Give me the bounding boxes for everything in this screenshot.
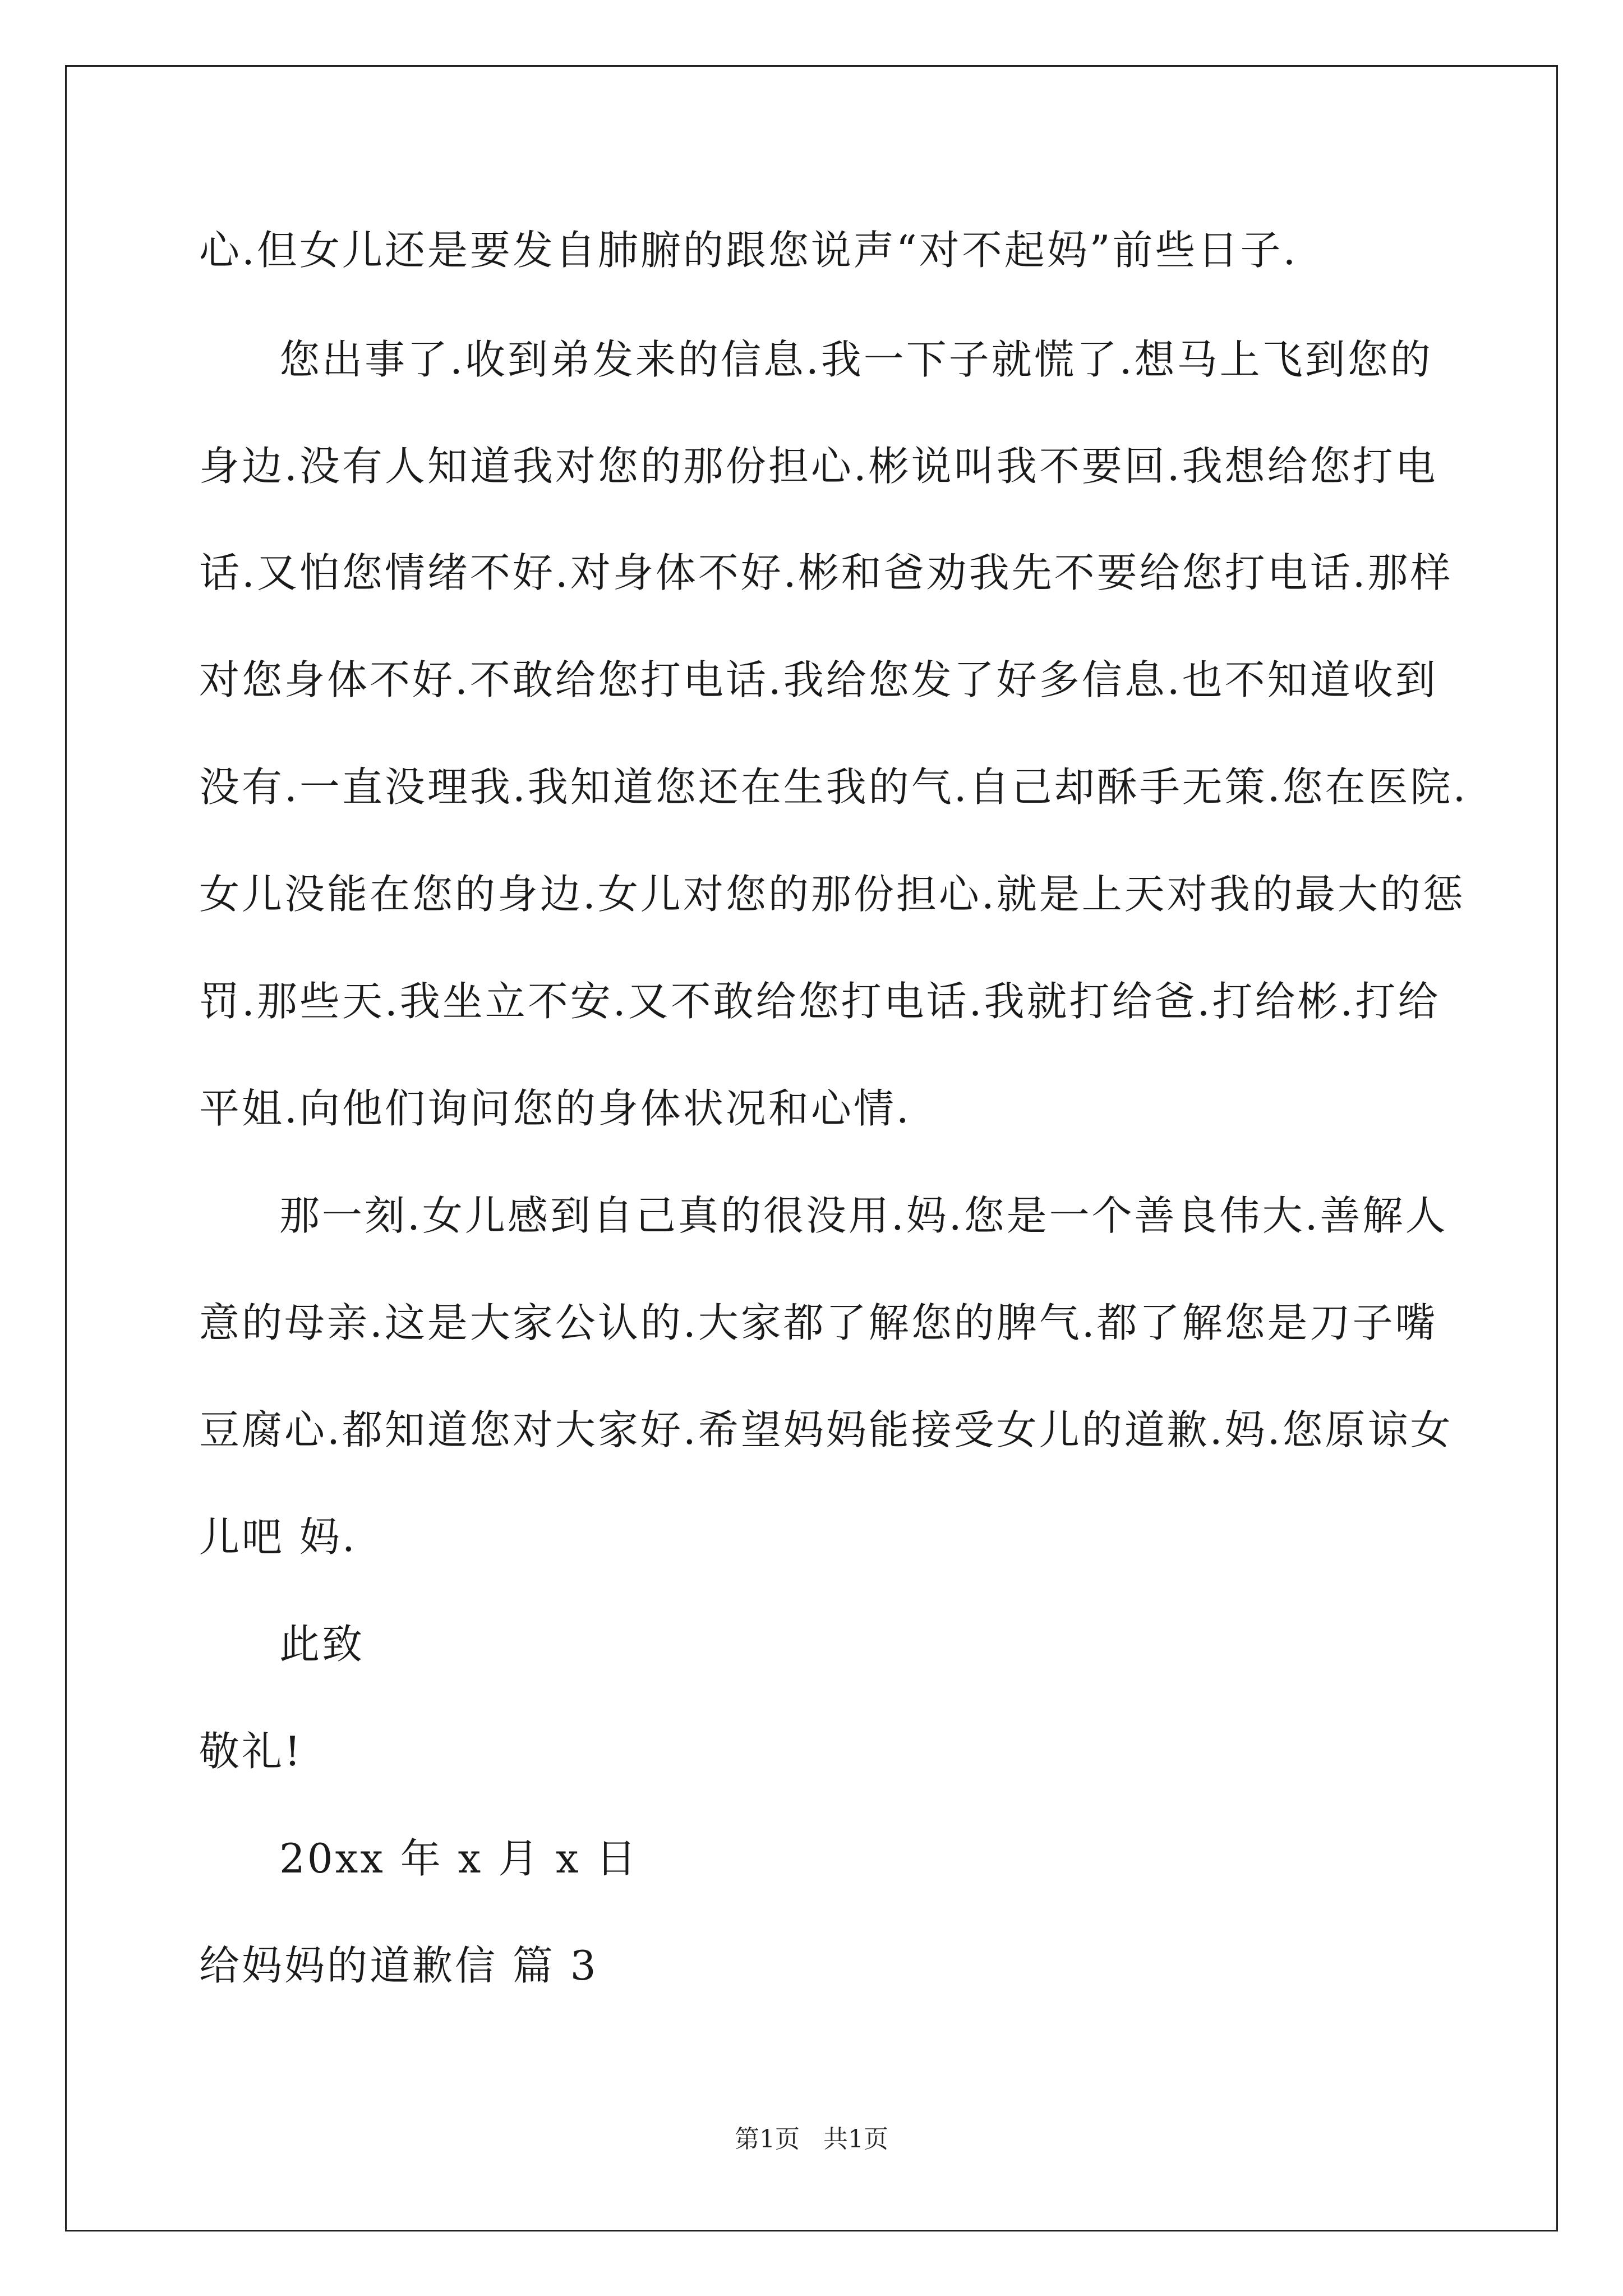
letter-line-4: 话.又怕您情绪不好.对身体不好.彬和爸劝我先不要给您打电话.那样 xyxy=(199,549,1453,596)
letter-line-3: 身边.没有人知道我对您的那份担心.彬说叫我不要回.我想给您打电 xyxy=(199,443,1438,490)
letter-date: 20xx 年 x 月 x 日 xyxy=(279,1835,639,1882)
letter-line-5: 对您身体不好.不敢给您打电话.我给您发了好多信息.也不知道收到 xyxy=(199,656,1438,703)
next-section-title: 给妈妈的道歉信 篇 3 xyxy=(199,1942,598,1989)
closing-salutation: 此致 xyxy=(279,1621,365,1668)
page-number-footer: 第1页 共1页 xyxy=(735,2125,888,2154)
letter-line-13: 儿吧 妈. xyxy=(199,1513,357,1561)
closing-regards: 敬礼! xyxy=(199,1728,303,1775)
page-border xyxy=(65,65,1558,2231)
letter-line-7: 女儿没能在您的身边.女儿对您的那份担心.就是上天对我的最大的惩 xyxy=(199,871,1465,918)
letter-line-1: 心.但女儿还是要发自肺腑的跟您说声“对不起妈”前些日子. xyxy=(199,227,1298,274)
letter-line-2: 您出事了.收到弟发来的信息.我一下子就慌了.想马上飞到您的 xyxy=(279,336,1433,383)
letter-line-9: 平姐.向他们询问您的身体状况和心情. xyxy=(199,1085,911,1132)
letter-line-11: 意的母亲.这是大家公认的.大家都了解您的脾气.都了解您是刀子嘴 xyxy=(199,1299,1438,1346)
letter-line-6: 没有.一直没理我.我知道您还在生我的气.自己却酥手无策.您在医院. xyxy=(199,763,1468,811)
letter-line-10: 那一刻.女儿感到自己真的很没用.妈.您是一个善良伟大.善解人 xyxy=(279,1192,1448,1239)
letter-line-8: 罚.那些天.我坐立不安.又不敢给您打电话.我就打给爸.打给彬.打给 xyxy=(199,978,1441,1025)
letter-line-12: 豆腐心.都知道您对大家好.希望妈妈能接受女儿的道歉.妈.您原谅女 xyxy=(199,1406,1453,1453)
